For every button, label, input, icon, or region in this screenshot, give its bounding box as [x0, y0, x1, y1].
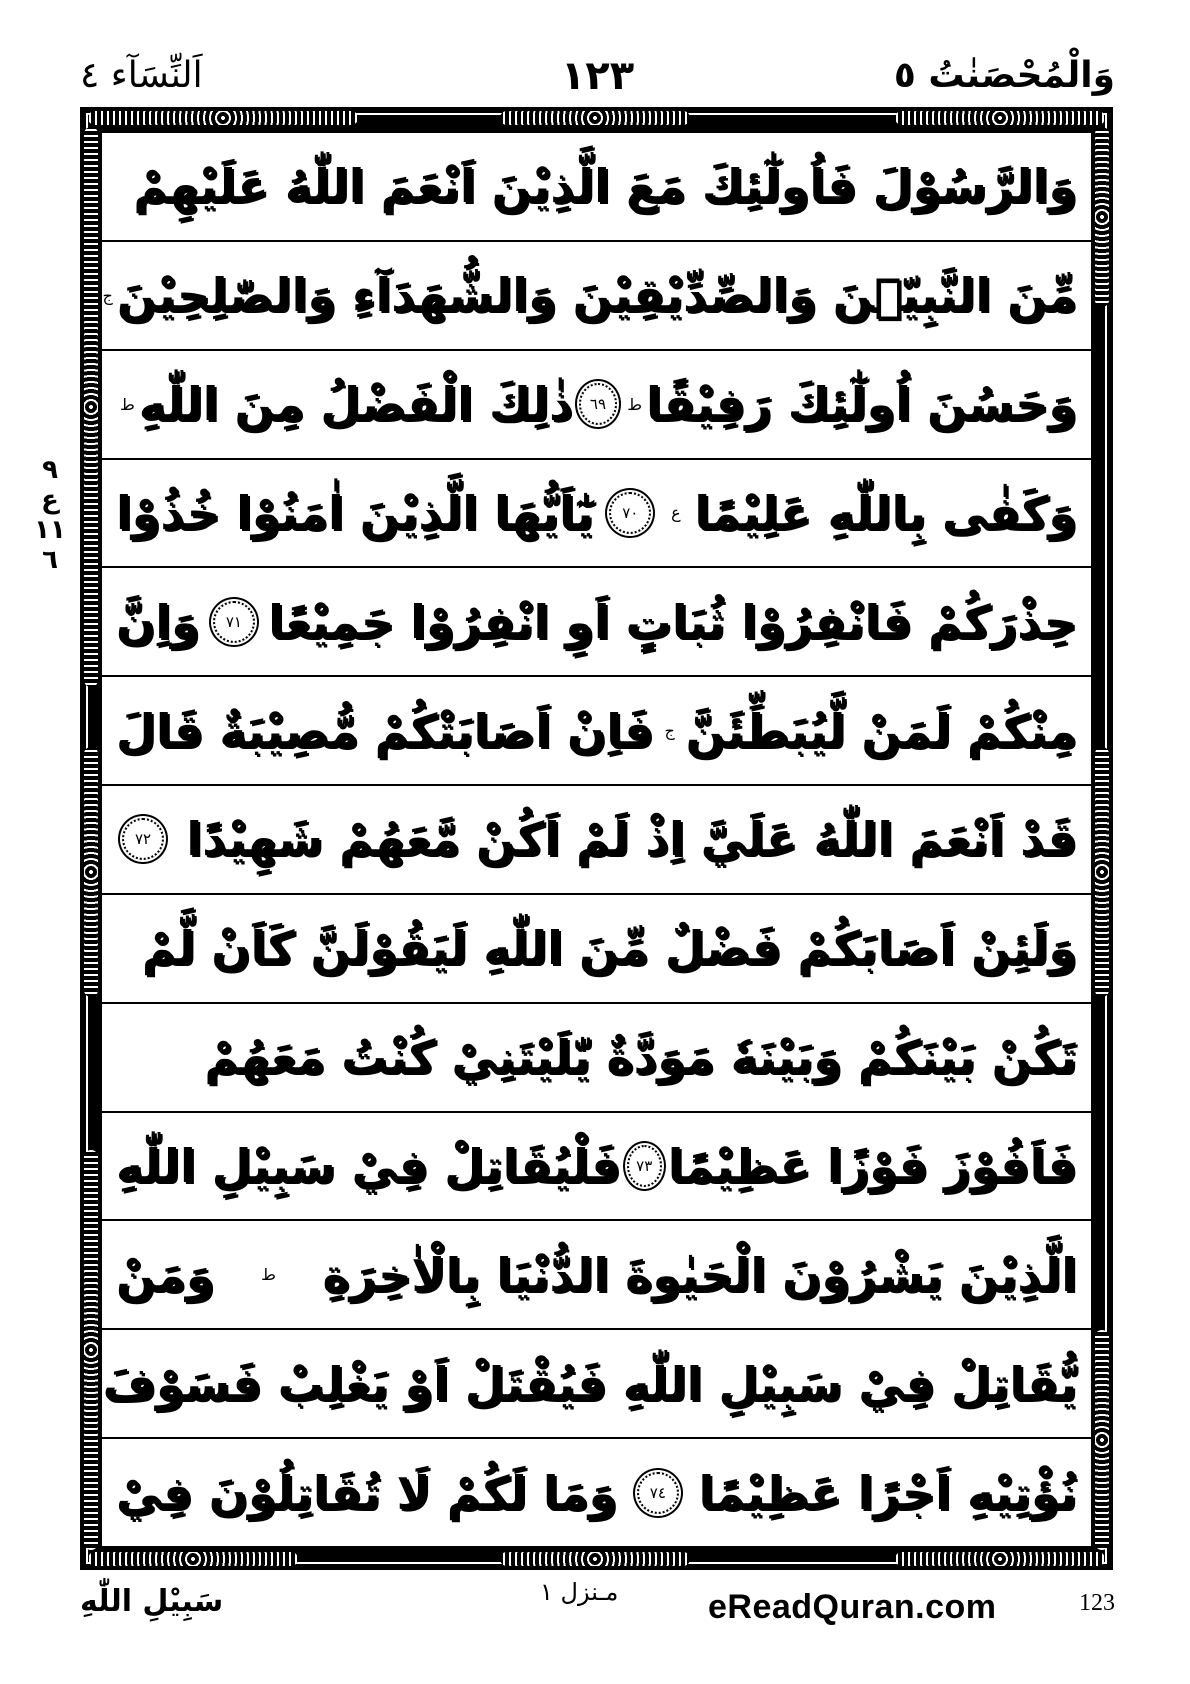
manzil-label: مـنزل ١	[540, 1578, 619, 1606]
verse-text: حِذْرَكُمْ فَانْفِرُوْا ثُبَاتٍ اَوِ انْفِرُوْا جَمِيْعًا	[268, 594, 1077, 649]
quran-line	[102, 895, 1091, 1004]
waqf-sign: ط	[120, 394, 135, 414]
ornament-top-right	[895, 111, 1105, 125]
ruku-number: ٩	[42, 455, 58, 485]
verse-text: نُؤْتِيْهِ اَجْرًا عَظِيْمًا	[698, 1465, 1077, 1520]
quran-line	[102, 1004, 1091, 1113]
ornament-bottom-center	[500, 1552, 690, 1566]
quran-line	[102, 133, 1091, 242]
ornament-left-upper	[84, 127, 98, 687]
ornamental-frame	[80, 107, 1113, 1570]
verse-text: وَاِنَّ	[116, 594, 200, 649]
verse-text: ذٰلِكَ الْفَضْلُ مِنَ اللّٰهِ	[138, 377, 573, 432]
ornament-bottom-right	[895, 1552, 1105, 1566]
waqf-sign: ج	[664, 721, 675, 741]
verse-text: وَحَسُنَ اُولٰٓئِكَ رَفِيْقًا	[646, 377, 1077, 432]
quran-line	[102, 1113, 1091, 1222]
quran-line	[102, 786, 1091, 895]
surah-name: اَلنِّسَآء ٤	[80, 55, 203, 96]
page-footer	[80, 1578, 1115, 1648]
verse-text: تَكُنْ بَيْنَكُمْ وَبَيْنَهٗ مَوَدَّةٌ يّٰلَيْتَنِيْ كُنْتُ مَعَهُمْ	[204, 1030, 1077, 1085]
ornament-top-center	[500, 111, 690, 125]
verse-text: الَّذِيْنَ يَشْرُوْنَ الْحَيٰوةَ الدُّنْيَا بِالْاٰخِرَةِ	[322, 1247, 1077, 1302]
quran-line	[102, 242, 1091, 351]
verse-text: يُّقَاتِلْ فِيْ سَبِيْلِ اللّٰهِ فَيُقْتَلْ اَوْ يَغْلِبْ فَسَوْفَ	[102, 1356, 1077, 1411]
quran-line	[102, 351, 1091, 460]
ayah-end-marker-icon: ٧٠	[609, 492, 651, 534]
ornament-right-lower	[1095, 1330, 1109, 1550]
verse-text: يٰٓاَيُّهَا الَّذِيْنَ اٰمَنُوْا خُذُوْا	[116, 485, 594, 540]
ayah-end-marker-icon: ٧٣	[627, 1145, 662, 1187]
ornament-right-middle	[1095, 747, 1109, 997]
ornament-right-upper	[1095, 127, 1109, 307]
quran-line	[102, 1221, 1091, 1330]
ruku-surah-ruku: ٦	[42, 545, 58, 575]
verse-text: وَلَئِنْ اَصَابَكُمْ فَضْلٌ مِّنَ اللّٰهِ لَيَقُوْلَنَّ كَاَنْ لَّمْ	[141, 921, 1077, 976]
ruku-ain-sign: ع	[41, 485, 59, 515]
ornament-left-lower	[84, 1150, 98, 1550]
ayah-end-marker-icon: ٦٩	[579, 383, 618, 425]
ornament-top-left	[88, 111, 358, 125]
juz-name: وَالْمُحْصَنٰتُ ٥	[893, 55, 1115, 96]
waqf-sign: ط	[261, 1265, 276, 1285]
verse-text: وَمَا لَكُمْ لَا تُقَاتِلُوْنَ فِيْ	[116, 1465, 618, 1520]
catchword: سَبِيْلِ اللّٰهِ	[80, 1584, 224, 1619]
ayah-end-marker-icon: ٧٤	[637, 1472, 679, 1514]
site-watermark: eReadQuran.com	[708, 1588, 997, 1626]
text-panel	[100, 131, 1093, 1548]
ornament-left-middle	[84, 747, 98, 997]
quran-line	[102, 677, 1091, 786]
verse-text: مِّنَ النَّبِيّٖنَ وَالصِّدِّيْقِيْنَ وَالشُّهَدَآءِ وَالصّٰلِحِيْنَ	[116, 268, 1077, 323]
verse-text: فَاِنْ اَصَابَتْكُمْ مُّصِيْبَةٌ قَالَ	[116, 703, 654, 758]
verse-text: فَلْيُقَاتِلْ فِيْ سَبِيْلِ اللّٰهِ	[116, 1139, 621, 1194]
verse-text: وَمَنْ	[116, 1247, 215, 1302]
quran-line	[102, 460, 1091, 569]
waqf-sign: ع	[671, 503, 681, 523]
waqf-sign: ج	[102, 285, 113, 305]
verse-text: قَدْ اَنْعَمَ اللّٰهُ عَلَيَّ اِذْ لَمْ اَكُنْ مَّعَهُمْ شَهِيْدًا	[186, 812, 1077, 867]
quran-line	[102, 1330, 1091, 1439]
verse-text: وَالرَّسُوْلَ فَاُولٰٓئِكَ مَعَ الَّذِيْنَ اَنْعَمَ اللّٰهُ عَلَيْهِمْ	[133, 159, 1077, 214]
ruku-verse-count: ١١	[34, 515, 66, 545]
ayah-end-marker-icon: ٧٢	[122, 818, 164, 860]
waqf-sign: ط	[627, 394, 643, 414]
verse-text: مِنْكُمْ لَمَنْ لَّيُبَطِّئَنَّ	[685, 703, 1077, 758]
ayah-end-marker-icon: ٧١	[213, 601, 255, 643]
verse-text: فَاَفُوْزَ فَوْزًا عَظِيْمًا	[667, 1139, 1077, 1194]
page-number-arabic: ١٢٣	[560, 53, 635, 99]
quran-line	[102, 568, 1091, 677]
ornament-bottom-left	[88, 1552, 298, 1566]
page-header	[80, 48, 1115, 104]
page-number: 123	[1079, 1590, 1115, 1616]
ruku-marker	[32, 455, 68, 575]
quran-line	[102, 1439, 1091, 1546]
verse-text: وَكَفٰى بِاللّٰهِ عَلِيْمًا	[694, 485, 1077, 540]
